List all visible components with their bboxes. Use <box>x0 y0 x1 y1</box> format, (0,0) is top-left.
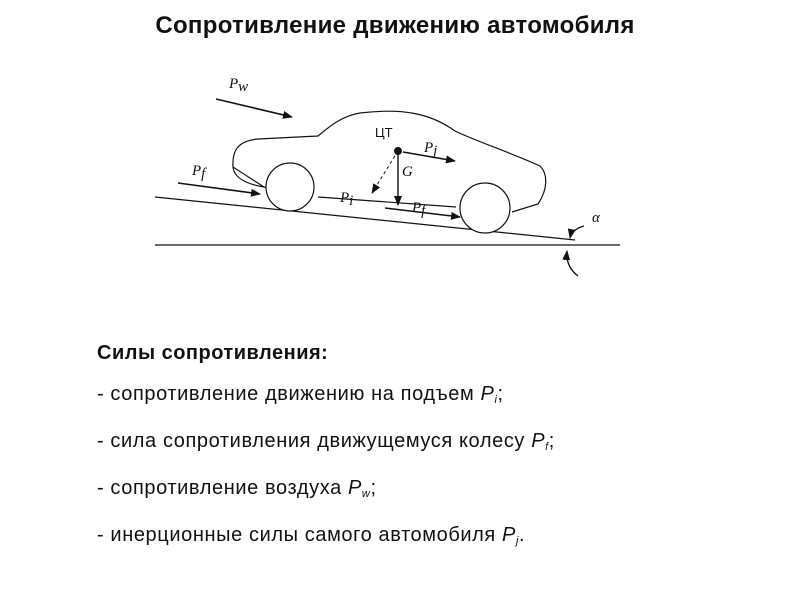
force-symbol: $P_i$ <box>480 383 498 406</box>
forces-heading: Силы сопротивления: <box>97 342 329 364</box>
alpha-arc-top <box>570 226 584 238</box>
pf-right-label: Pf <box>412 200 426 219</box>
list-item <box>97 515 787 562</box>
pj-label: Pj <box>424 140 438 159</box>
item-end: ; <box>370 477 377 499</box>
item-text: - сопротивление воздуха <box>97 477 348 499</box>
alpha-label: α <box>592 210 600 226</box>
pf-left-label: Pf <box>192 163 206 182</box>
list-item <box>97 421 787 468</box>
g-label: G <box>402 164 413 180</box>
force-symbol: $P_j$ <box>502 524 520 547</box>
item-end: ; <box>497 383 504 405</box>
pi-label: Pi <box>340 190 354 209</box>
rear-wheel <box>266 163 314 211</box>
item-end: . <box>519 524 526 546</box>
item-end: ; <box>548 430 555 452</box>
item-text: - сила сопротивления движущемуся колесу <box>97 430 532 452</box>
incline-line <box>155 197 575 240</box>
pf-left-arrow <box>178 183 260 194</box>
list-item <box>97 468 787 515</box>
item-text: - инерционные силы самого автомобиля <box>97 524 503 546</box>
item-text: - сопротивление движению на подъем <box>97 383 481 405</box>
alpha-arc-bottom <box>567 251 578 276</box>
force-symbol: $P_f$ <box>531 430 549 453</box>
resistance-forces-list <box>97 333 787 562</box>
ct-label: ЦТ <box>375 125 393 140</box>
pi-component-dashed <box>372 151 398 193</box>
force-symbol: $P_w$ <box>347 477 371 500</box>
pw-label: Pw <box>229 76 249 95</box>
front-wheel <box>460 183 510 233</box>
slide-title: Сопротивление движению автомобиля <box>155 12 635 39</box>
list-item <box>97 374 787 421</box>
pw-arrow <box>216 99 292 117</box>
